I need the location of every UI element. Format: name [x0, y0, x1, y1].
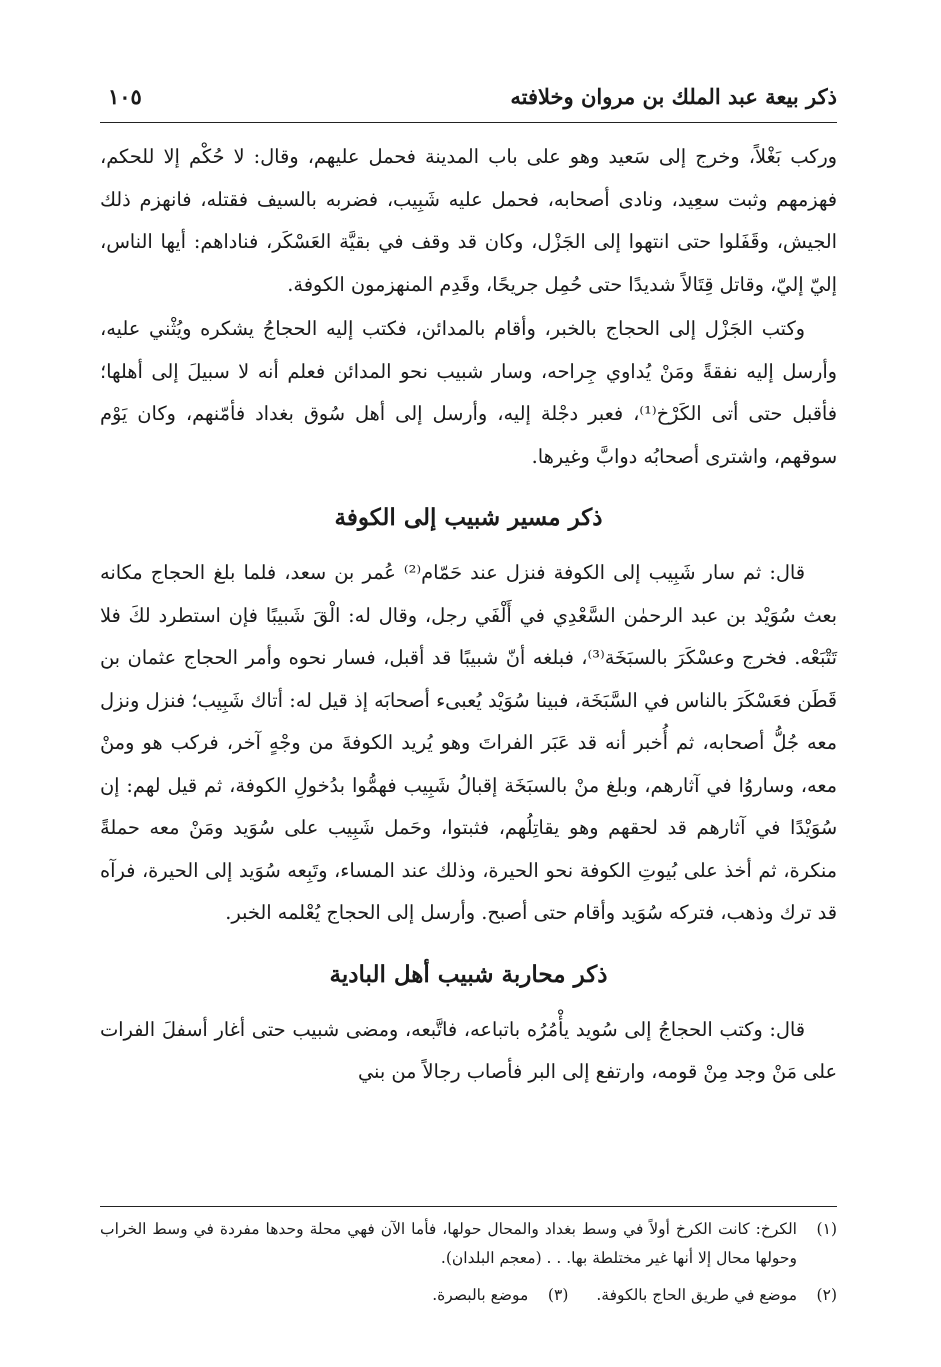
footnote	[100, 1207, 837, 1273]
paragraph: قال: ثم سار شَبِيب إلى الكوفة فنزل عند حَمّام⁽²⁾ عُمر بن سعد، فلما بلغ الحجاج مكانه بعث سُوَيْد بن عبد الرحمٰن السَّعْدِي في أَلْفَي رجل، وقال له: الْقَ شَبيبًا فإن استطرد لكَ فلا تَتْبَعْه. فخرج وعسْكَرَ بالسبَخَة⁽³⁾، فبلغه أنّ شبيبًا قد أقبل، فسار نحوه وأمر الحجاج عثمان بن قَطَن فعَسْكَرَ بالناس في السَّبَخَة، فبينا سُوَيْد يُعبىء أصحابَه إذ قيل له: أتاك شَبِيب؛ فنزل ونزل معه جُلُّ أصحابه، ثم أُخبر أنه قد عَبَر الفراتَ وهو يُريد الكوفةَ من وجْهٍ آخر، فركب هو ومنْ معه، وساروُا في آثارهم، وبلغ منْ بالسبَخَة إقبالُ شَبِيب فهمُّوا بدُخولِ الكوفة، ثم قيل لهم: إن سُوَيْدًا في آثارهم قد لحقهم وهو يقاتِلُهم، فثبتوا، وحَمل شَبِيب على سُوَيد ومَنْ معه حملةً منكرة، ثم أخذ على بُيوتِ الكوفة نحو الحيرة، وذلك عند المساء، وتَبِعه سُوَيد إلى الحيرة، فرآه قد ترك وذهب، فتركه سُوَيد وأقام حتى أصبح. وأرسل إلى الحجاج يُعْلمه الخبر.	[100, 561, 837, 924]
paragraph: وكتب الجَزْل إلى الحجاج بالخبر، وأقام بالمدائن، فكتب إليه الحجاجُ يشكره ويُثْني عليه، وأرسل إليه نفقةً ومَنْ يُداوي جِراحه، وسار شبيب نحو المدائن فعلم أنه لا سبيلَ إلى أهلها؛ فأقبل حتى أتى الكَرْخ⁽¹⁾، فعبر دجْلة إليه، وأرسل إلى أهل سُوق بغداد فأمّنهم، وكان يَوْم سوقهم، واشترى أصحابُه دوابَّ وغيرها.	[100, 317, 837, 468]
section-heading: ذكر مسير شبيب إلى الكوفة	[334, 504, 603, 531]
footnote-text: موضع بالبصرة.	[432, 1286, 529, 1304]
page-header	[100, 82, 837, 123]
page-number: ١٠٥	[108, 84, 142, 109]
footnote-text: الكرخ: كانت الكرخ أولاً في وسط بغداد والمحال حولها، فأما الآن فهي محلة وحدها مفردة في وسط الخراب وحولها محال إلا أنها غير مختلطة بها. . . (معجم البلدان).	[100, 1220, 797, 1267]
footnotes	[100, 1206, 837, 1310]
section-heading: ذكر محاربة شبيب أهل البادية	[329, 960, 608, 988]
paragraph: قال: وكتب الحجاجُ إلى سُويد يأْمُرُه باتباعه، فاتَّبعه، ومضى شبيب حتى أغار أسفلَ الفرات على مَنْ وجد مِنْ قومه، وارتفع إلى البر فأصاب رجالاً من بني	[100, 1017, 837, 1083]
main-text	[100, 136, 837, 1094]
footnote-number: (٣)	[547, 1286, 569, 1304]
footnote-text: موضع في طريق الحاج بالكوفة.	[596, 1286, 797, 1304]
footnote-number: (١)	[816, 1220, 837, 1238]
running-title: ذكر بيعة عبد الملك بن مروان وخلافته	[510, 84, 837, 109]
paragraph: وركب بَغْلاً، وخرج إلى سَعيد وهو على باب المدينة فحمل عليهم، وقال: لا حُكْم إلا للحكم، فهزمهم وثبت سعِيد، ونادى أصحابه، فحمل عليه شَبِيب، فضربه بالسيف فقتله، فانهزم ذلك الجيش، وقَفَلوا حتى انتهوا إلى الجَزْل، وكان قد وقف في بقيَّة العَسْكَر، فناداهم: أيها الناس، إليّ إليّ، وقاتل قِتَالاً شديدًا حتى حُمِل جريحًا، وقَدِم المنهزمون الكوفة.	[100, 145, 837, 296]
footnote-row	[100, 1273, 837, 1310]
footnote-number: (٢)	[816, 1286, 837, 1304]
